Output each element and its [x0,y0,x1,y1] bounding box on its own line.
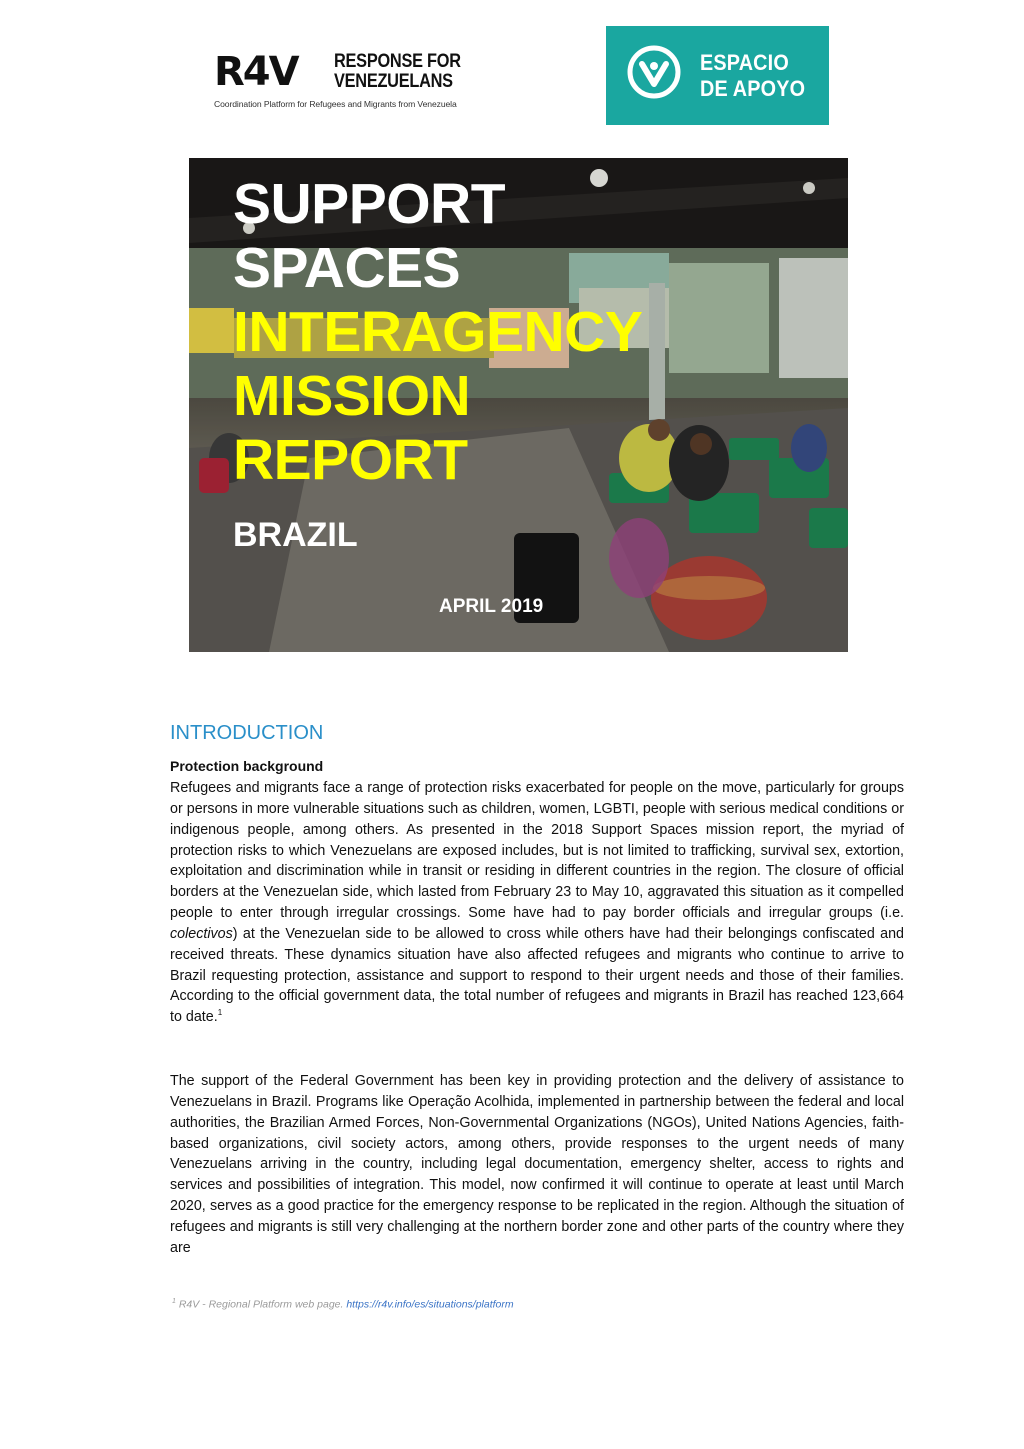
footnote-text: R4V - Regional Platform web page. [178,1298,344,1311]
subheading-protection-background: Protection background [170,758,324,774]
section-heading-introduction: INTRODUCTION [170,722,324,744]
paragraph-1 [170,778,904,1028]
footnote-link[interactable]: https://r4v.info/es/situations/platform [346,1298,514,1311]
cover-subtitle-line3: REPORT [233,428,468,492]
cover-country: BRAZIL [233,516,358,554]
r4v-logo-mark: R4V [214,49,298,95]
cover-subtitle-line2: MISSION [233,364,471,428]
cover-date: APRIL 2019 [439,596,544,617]
footnote-number: 1 [172,1298,176,1305]
espacio-line1: ESPACIO [700,50,789,75]
paragraph-1-text-b: ) at the Venezuelan side to be allowed to cross while others have had their belongings confiscated and received threats. These dynamics situation have also affected refugees and migrants who continue to arrive to Brazil requesting protection, assistance and support to respond to their urgent needs and those of their families. According to the official government data, the total number of refugees and migrants in Brazil has reached 123,664 to date. [170,925,904,1026]
r4v-logo-title [334,52,461,92]
espacio-de-apoyo-logo [606,26,829,125]
r4v-title-line2: VENEZUELANS [334,71,453,92]
paragraph-1-text-a: Refugees and migrants face a range of protection risks exacerbated for people on the move, particularly for groups or persons in more vulnerable situations such as children, women, LGBTI, people with serious medical conditions or indigenous people, among others. As presented in the 2018 Support Spaces mission report, the myriad of protection risks to which Venezuelans are exposed includes, but is not limited to trafficking, survival sex, extortion, exploitation and discrimination while in transit or residing in different countries in the region. The closure of official borders at the Venezuelan side, which lasted from February 23 to May 10, aggravated this situation as it compelled people to enter through irregular crossings. Some have had to pay border officials and irregular groups (i.e. [170,780,904,922]
cover-subtitle-line1: INTERAGENCY [233,300,643,364]
footnote [172,1298,514,1311]
heart-hands-icon [626,44,682,100]
cover-title-line2: SPACES [233,236,461,300]
cover-title-line1: SUPPORT [233,172,506,236]
r4v-logo [212,48,482,116]
cover-subtitle [233,300,642,492]
footnote-reference[interactable]: 1 [217,1008,223,1018]
espacio-line2: DE APOYO [700,76,806,101]
paragraph-2: The support of the Federal Government has been key in providing protection and the delivery of assistance to Venezuelans in Brazil. Programs like Operação Acolhida, implemented in partnership between the federal and local authorities, the Brazilian Armed Forces, Non-Governmental Organizations (NGOs), United Nations Agencies, faith-based organizations, civil society actors, among others, provide responses to the urgent needs of many Venezuelans arriving in the country, including legal documentation, emergency shelter, access to rights and services and possibilities of integration. This model, now confirmed it will continue to operate at least until March 2020, serves as a good practice for the emergency response to be replicated in the region. Although the situation of refugees and migrants is still very challenging at the northern border zone and other parts of the country where they are [170,1073,904,1256]
cover-photo [189,158,848,652]
r4v-title-line1: RESPONSE FOR [334,51,461,72]
paragraph-1-italic: colectivos [170,925,233,942]
r4v-logo-subtitle: Coordination Platform for Refugees and Migrants from Venezuela [214,99,457,109]
cover-title [233,172,505,300]
espacio-logo-text [700,50,805,102]
